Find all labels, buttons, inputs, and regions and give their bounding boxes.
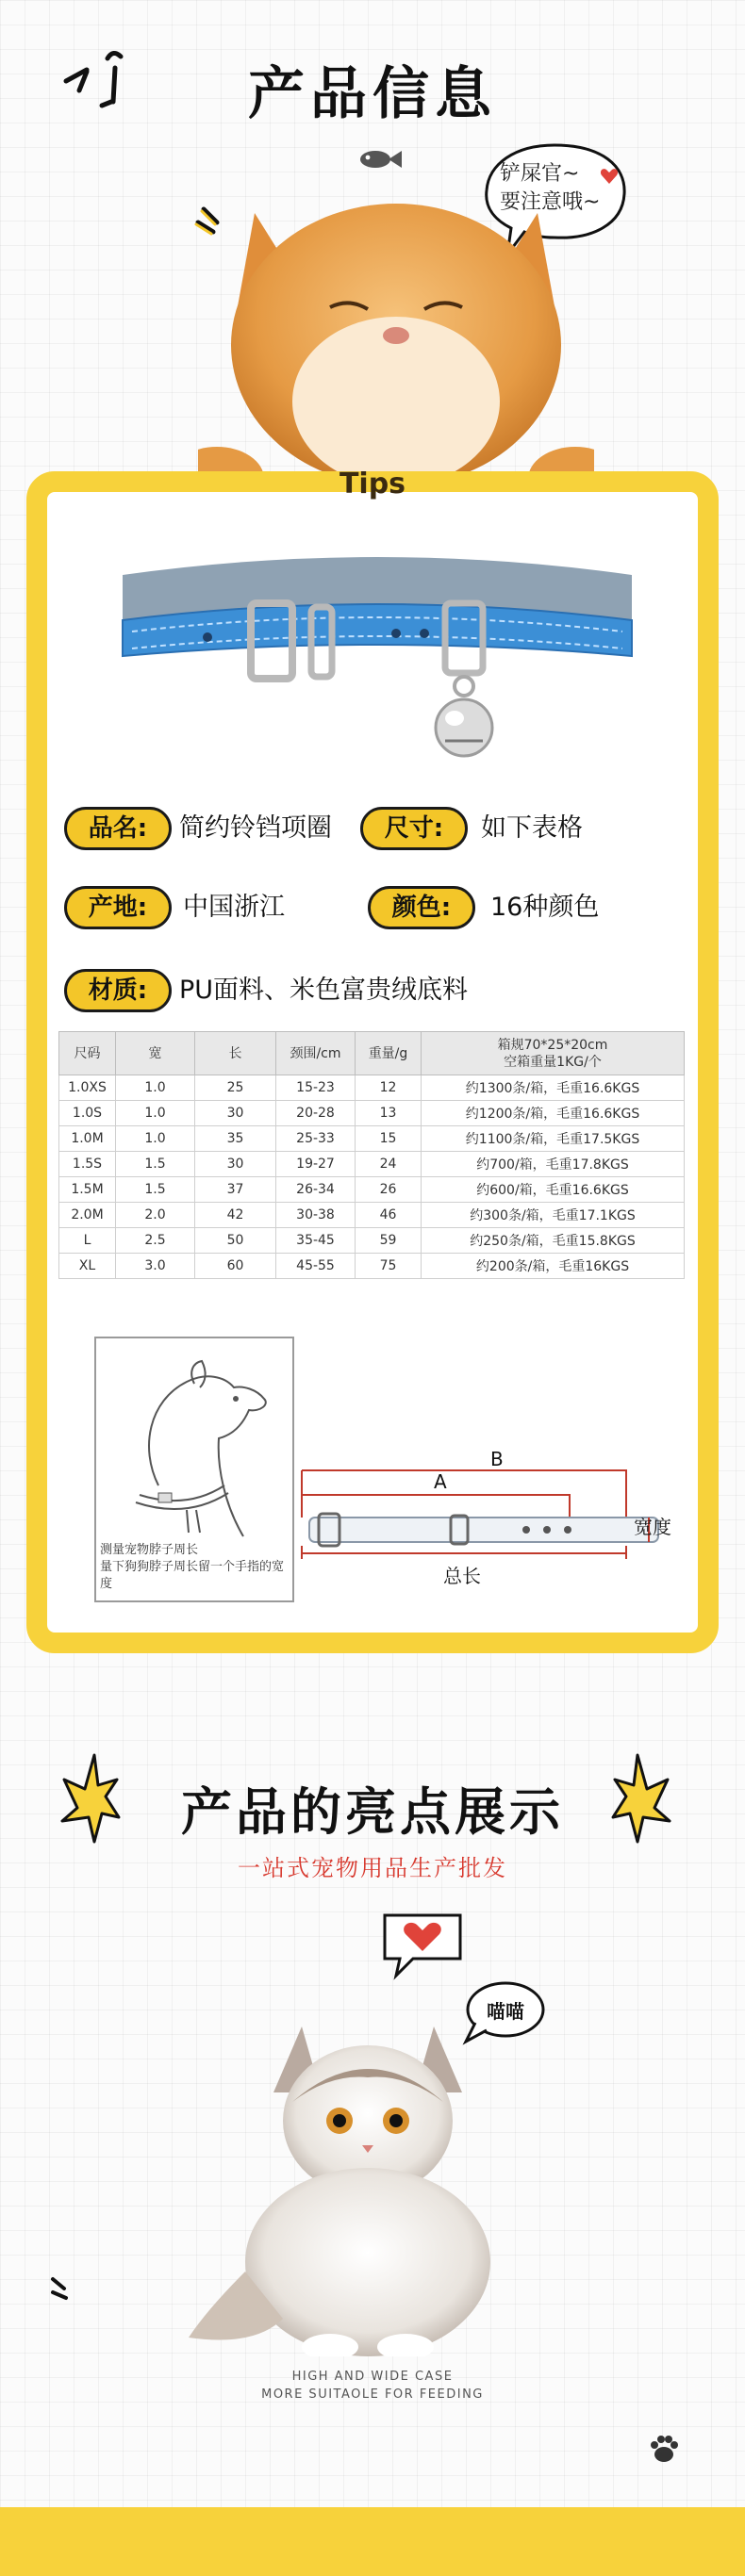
- table-row: [59, 1254, 685, 1279]
- caption-line-2: MORE SUITAOLE FOR FEEDING: [261, 2387, 484, 2402]
- name-label: 品名:: [64, 807, 172, 850]
- table-cell: 1.0S: [59, 1101, 116, 1126]
- header-box: [422, 1032, 685, 1075]
- table-cell: 15-23: [276, 1075, 356, 1101]
- table-cell: XL: [59, 1254, 116, 1279]
- table-cell: 约200条/箱，毛重16KGS: [422, 1254, 685, 1279]
- table-cell: 1.0: [116, 1075, 195, 1101]
- table-cell: 35: [195, 1126, 276, 1152]
- header-size: 尺码: [59, 1032, 116, 1075]
- box-header-line-2: 空箱重量1KG/个: [504, 1054, 602, 1070]
- table-row: [59, 1101, 685, 1126]
- fluffy-cat-image: [170, 1998, 566, 2356]
- size-value: 如下表格: [481, 813, 583, 843]
- table-cell: 约700/箱，毛重17.8KGS: [422, 1152, 685, 1177]
- header-neck: 颈围/cm: [276, 1032, 356, 1075]
- box-header-line-1: 箱规70*25*20cm: [497, 1037, 608, 1053]
- color-value: 16种颜色: [490, 893, 600, 922]
- table-cell: 2.0M: [59, 1203, 116, 1228]
- color-label: 颜色:: [368, 886, 475, 929]
- table-row: [59, 1228, 685, 1254]
- bubble-line-1: 铲屎官~: [500, 162, 580, 186]
- table-cell: 3.0: [116, 1254, 195, 1279]
- table-cell: 45-55: [276, 1254, 356, 1279]
- table-body: [59, 1075, 685, 1279]
- header-length: 长: [195, 1032, 276, 1075]
- highlights-title: 产品的亮点展示: [181, 1782, 564, 1842]
- table-cell: 2.5: [116, 1228, 195, 1254]
- table-cell: 约250条/箱，毛重15.8KGS: [422, 1228, 685, 1254]
- table-cell: 30: [195, 1152, 276, 1177]
- name-value: 简约铃铛项圈: [179, 813, 332, 843]
- measure-note: [100, 1542, 292, 1593]
- measure-note-line-1: 测量宠物脖子周长: [100, 1543, 199, 1557]
- table-cell: 26: [356, 1177, 422, 1203]
- table-cell: 42: [195, 1203, 276, 1228]
- dimension-label-total: 总长: [443, 1565, 481, 1587]
- fish-icon: [351, 145, 407, 173]
- size-table: [58, 1031, 685, 1279]
- header-width: 宽: [116, 1032, 195, 1075]
- table-cell: 1.0XS: [59, 1075, 116, 1101]
- table-cell: 13: [356, 1101, 422, 1126]
- table-cell: 1.0M: [59, 1126, 116, 1152]
- material-label: 材质:: [64, 969, 172, 1012]
- tips-label: Tips: [339, 468, 406, 500]
- dog-sketch-image: [102, 1344, 287, 1538]
- measure-note-line-2: 量下狗狗脖子周长留一个手指的宽度: [100, 1560, 285, 1591]
- material-value: PU面料、米色富贵绒底料: [179, 976, 469, 1005]
- table-cell: 25-33: [276, 1126, 356, 1152]
- table-cell: L: [59, 1228, 116, 1254]
- table-header-row: [59, 1032, 685, 1075]
- table-cell: 约1200条/箱，毛重16.6KGS: [422, 1101, 685, 1126]
- blue-collar-image: [113, 547, 641, 792]
- table-cell: 约1100条/箱，毛重17.5KGS: [422, 1126, 685, 1152]
- caption-line-1: HIGH AND WIDE CASE: [291, 2370, 454, 2384]
- dimension-label-b: B: [490, 1448, 504, 1470]
- table-cell: 37: [195, 1177, 276, 1203]
- table-cell: 12: [356, 1075, 422, 1101]
- bottom-bar: [0, 2507, 745, 2576]
- paw-print-icon: [647, 2432, 681, 2466]
- table-cell: 2.0: [116, 1203, 195, 1228]
- origin-label: 产地:: [64, 886, 172, 929]
- dimension-label-width: 宽度: [634, 1516, 671, 1538]
- table-cell: 35-45: [276, 1228, 356, 1254]
- table-cell: 1.5: [116, 1177, 195, 1203]
- origin-value: 中国浙江: [183, 893, 285, 922]
- meow-text: 喵喵: [487, 2000, 524, 2023]
- table-cell: 约600/箱，毛重16.6KGS: [422, 1177, 685, 1203]
- heart-icon: [600, 168, 619, 185]
- table-row: [59, 1177, 685, 1203]
- collar-dimension-diagram: [300, 1442, 677, 1593]
- bubble-line-2: 要注意哦~: [500, 190, 601, 214]
- table-row: [59, 1126, 685, 1152]
- header-weight: 重量/g: [356, 1032, 422, 1075]
- table-cell: 30-38: [276, 1203, 356, 1228]
- table-cell: 60: [195, 1254, 276, 1279]
- table-cell: 30: [195, 1101, 276, 1126]
- heart-bubble-icon: [375, 1906, 470, 1981]
- table-row: [59, 1075, 685, 1101]
- table-cell: 50: [195, 1228, 276, 1254]
- table-cell: 75: [356, 1254, 422, 1279]
- sparkle-lines-small-icon: [49, 2270, 77, 2307]
- dimension-label-a: A: [434, 1470, 447, 1493]
- table-cell: 20-28: [276, 1101, 356, 1126]
- highlights-subtitle: 一站式宠物用品生产批发: [238, 1855, 507, 1881]
- table-cell: 约300条/箱，毛重17.1KGS: [422, 1203, 685, 1228]
- table-cell: 1.0: [116, 1101, 195, 1126]
- table-cell: 1.5: [116, 1152, 195, 1177]
- caption: [0, 2368, 745, 2404]
- page-title: 产品信息: [248, 61, 497, 127]
- table-cell: 24: [356, 1152, 422, 1177]
- table-cell: 1.0: [116, 1126, 195, 1152]
- table-cell: 26-34: [276, 1177, 356, 1203]
- table-row: [59, 1203, 685, 1228]
- table-cell: 46: [356, 1203, 422, 1228]
- table-cell: 59: [356, 1228, 422, 1254]
- table-cell: 25: [195, 1075, 276, 1101]
- table-row: [59, 1152, 685, 1177]
- table-cell: 15: [356, 1126, 422, 1152]
- table-cell: 19-27: [276, 1152, 356, 1177]
- size-label: 尺寸:: [360, 807, 468, 850]
- table-cell: 1.5S: [59, 1152, 116, 1177]
- table-cell: 约1300条/箱，毛重16.6KGS: [422, 1075, 685, 1101]
- table-cell: 1.5M: [59, 1177, 116, 1203]
